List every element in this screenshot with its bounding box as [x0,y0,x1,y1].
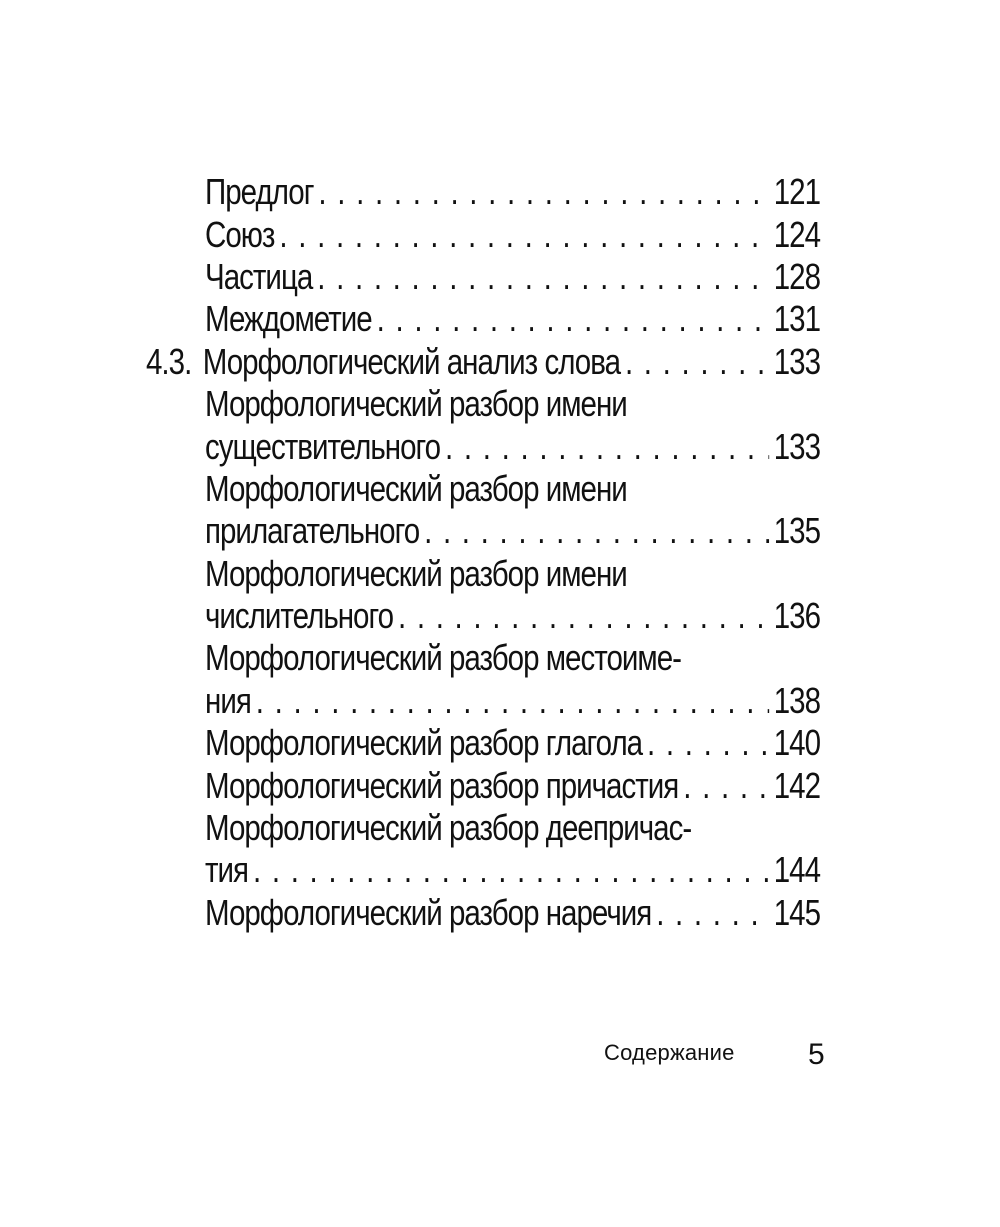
toc-entry-glagol[interactable] [0,722,1000,764]
toc-entry-wrap-line[interactable] [0,468,1000,510]
dot-leader [256,680,769,722]
toc-entry-title: ния [205,679,251,721]
toc-entry-sushchestvitelnoe[interactable] [0,425,1000,467]
toc-entry-page: 131 [773,298,820,340]
toc-entry-title: Морфологический разбор имени [205,467,627,509]
toc-section-4-3[interactable] [0,341,1000,383]
dot-leader [625,341,769,383]
toc-entry-page: 144 [773,849,820,891]
toc-entry-title: тия [205,849,249,891]
toc-entry-wrap-line[interactable] [0,637,1000,679]
toc-entry-title: Морфологический разбор имени [205,383,627,425]
toc-entry-title: Предлог [205,171,314,213]
running-footer-label: Содержание [604,1040,735,1065]
table-of-contents [0,171,1000,934]
toc-entry-title: Морфологический разбор местоиме- [205,637,681,679]
toc-entry-title: Морфологический разбор деепричас- [205,807,692,849]
toc-entry-page: 135 [773,510,820,552]
toc-entry-soyuz[interactable] [0,213,1000,255]
page-number: 5 [808,1038,825,1071]
dot-leader [253,849,769,891]
toc-entry-title: Частица [205,255,313,297]
toc-section-number: 4.3. [146,340,192,382]
toc-entry-page: 133 [773,425,820,467]
dot-leader [656,892,769,934]
toc-entry-page: 138 [773,679,820,721]
dot-leader [279,214,768,256]
toc-entry-page: 142 [773,764,820,806]
toc-entry-chastitsa[interactable] [0,256,1000,298]
dot-leader [318,171,768,213]
toc-entry-deeprichastie[interactable] [0,849,1000,891]
toc-entry-title: Союз [205,213,275,255]
toc-entry-prilagatelnoe[interactable] [0,510,1000,552]
toc-entry-wrap-line[interactable] [0,383,1000,425]
toc-entry-page: 124 [773,213,820,255]
toc-entry-wrap-line[interactable] [0,807,1000,849]
dot-leader [683,765,769,807]
toc-entry-title: прилагательного [205,510,420,552]
toc-entry-title: существительного [205,425,441,467]
toc-entry-page: 121 [773,171,820,213]
toc-entry-title: Морфологический разбор глагола [205,722,643,764]
toc-entry-predlog[interactable] [0,171,1000,213]
toc-entry-title: числительного [205,595,394,637]
toc-entry-title: Морфологический разбор имени [205,552,627,594]
toc-entry-mezhdometie[interactable] [0,298,1000,340]
toc-entry-title: Морфологический анализ слова [202,340,621,382]
toc-entry-page: 133 [773,340,821,382]
toc-entry-page: 136 [773,595,820,637]
dot-leader [647,722,769,764]
toc-entry-title: Междометие [205,298,372,340]
dot-leader [377,298,769,340]
toc-entry-page: 128 [773,255,820,297]
toc-entry-narechie[interactable] [0,892,1000,934]
dot-leader [445,426,769,468]
toc-entry-title: Морфологический разбор наречия [205,891,652,933]
toc-entry-wrap-line[interactable] [0,553,1000,595]
toc-entry-title: Морфологический разбор причастия [205,764,679,806]
dot-leader [317,256,769,298]
toc-entry-page: 145 [773,891,820,933]
toc-entry-prichastie[interactable] [0,764,1000,806]
toc-entry-page: 140 [773,722,820,764]
toc-entry-chislitelnoe[interactable] [0,595,1000,637]
toc-entry-mestoimenie[interactable] [0,680,1000,722]
dot-leader [398,595,769,637]
dot-leader [424,510,769,552]
